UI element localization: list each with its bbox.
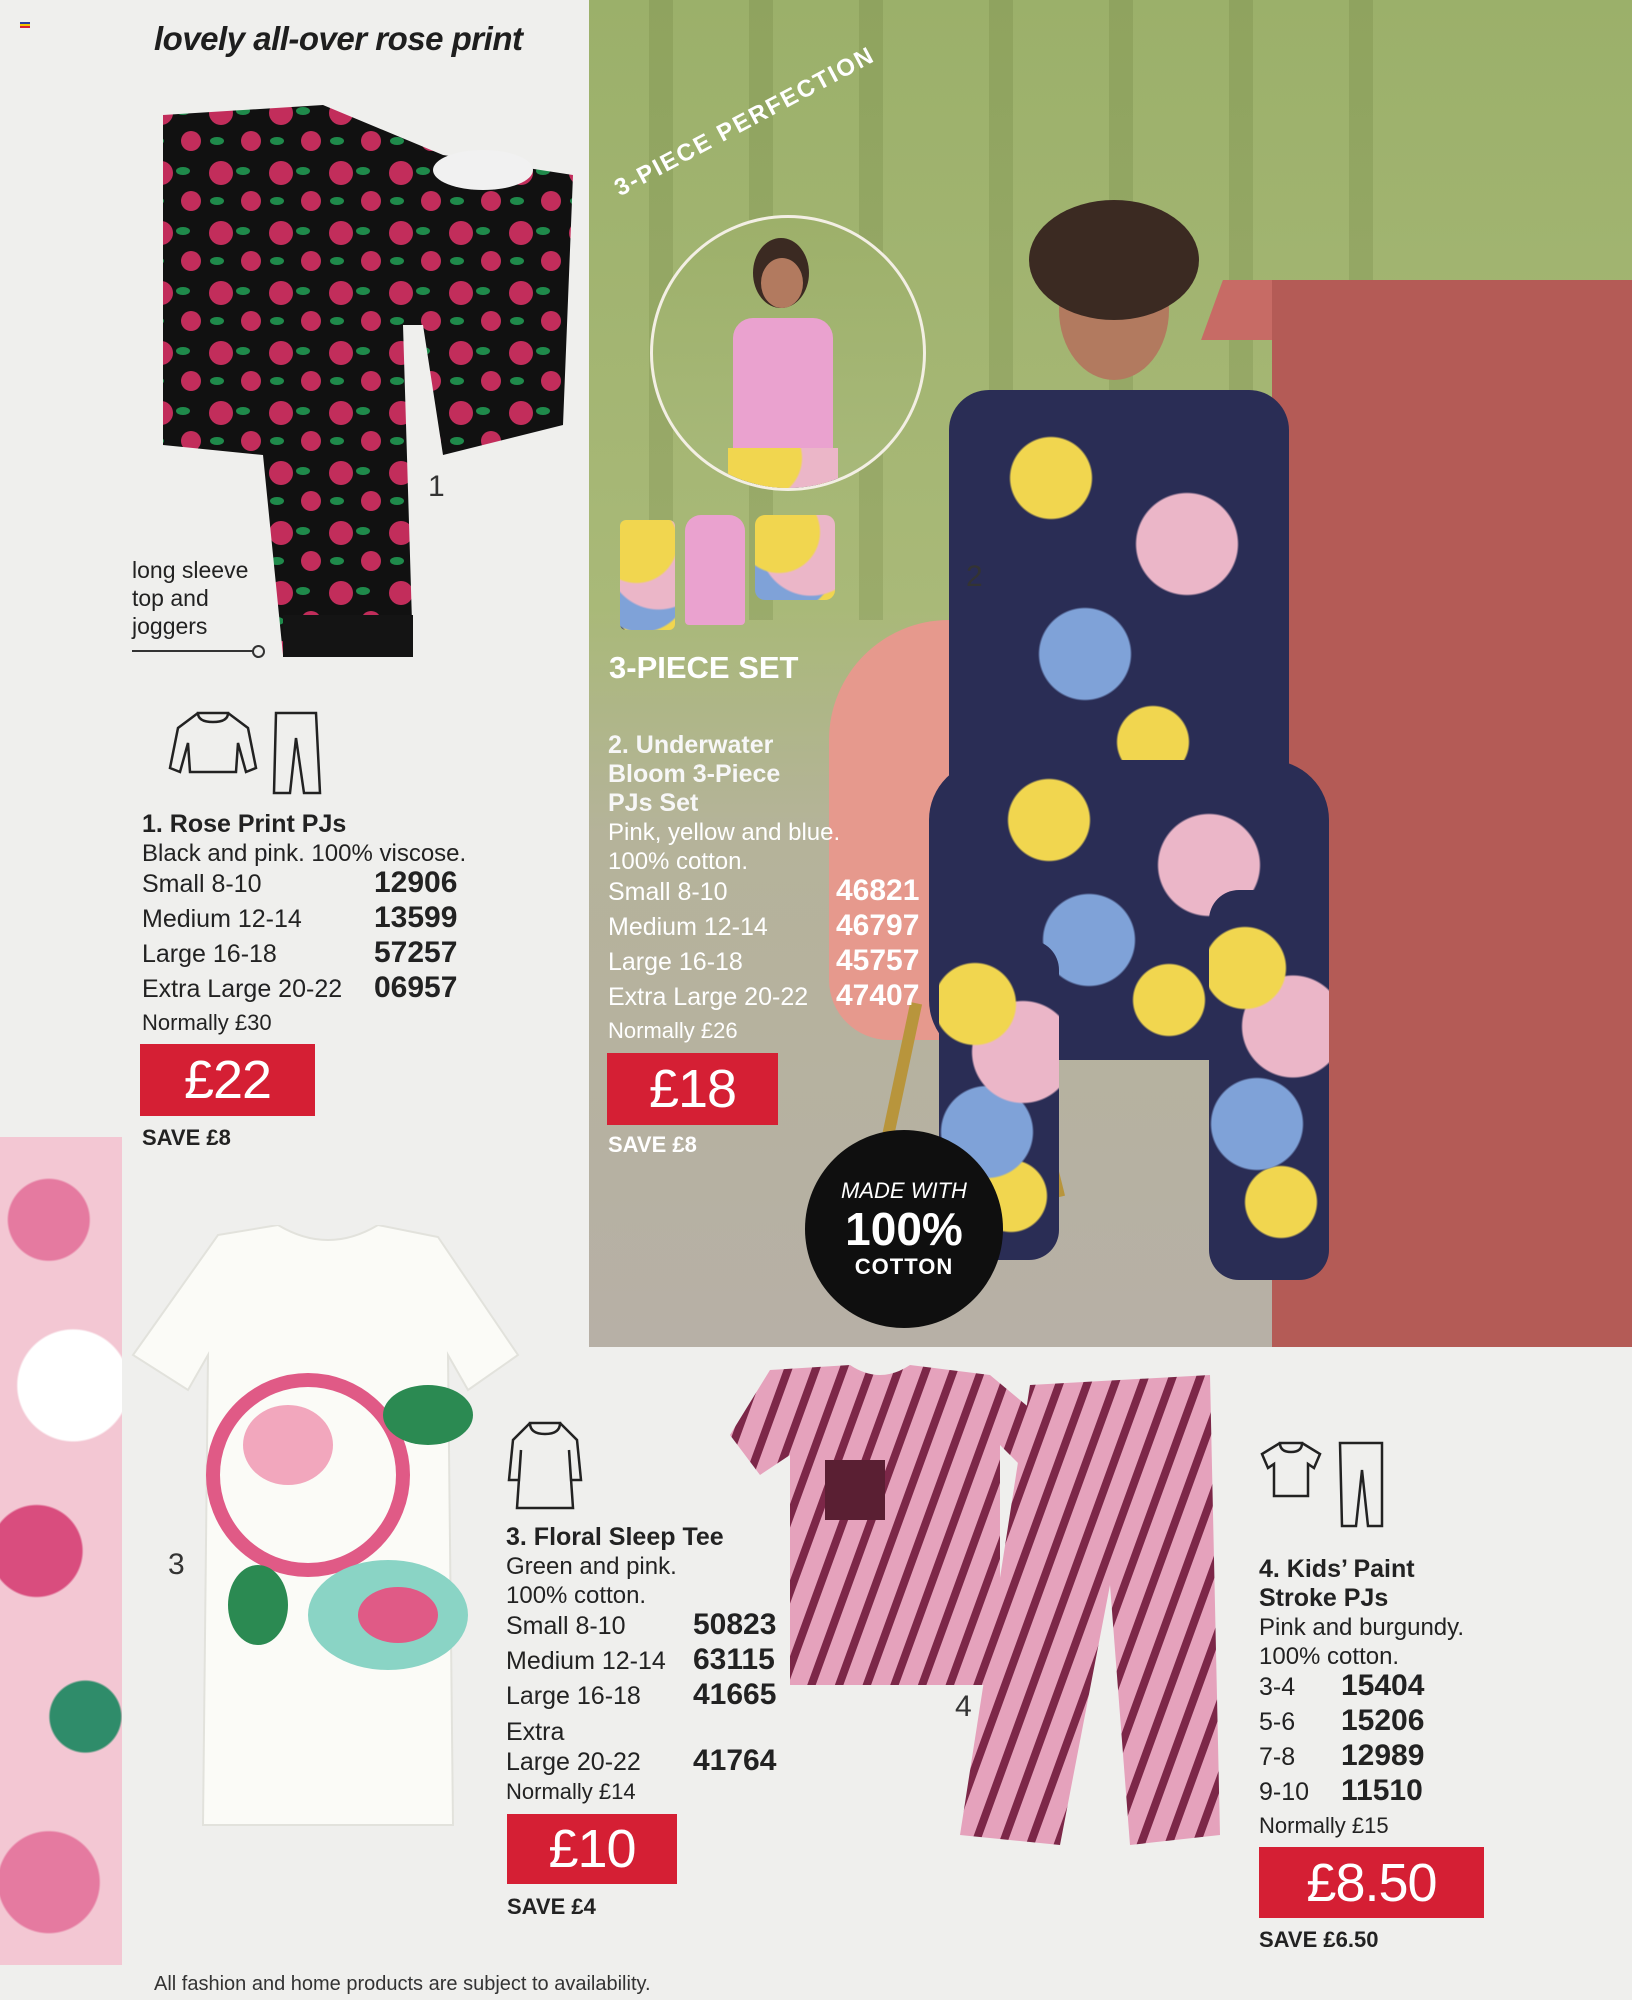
size-label-line-2: Large 20-22 [506,1748,641,1776]
size-row [608,981,928,1016]
three-piece-set-label: 3-PIECE SET [609,650,799,685]
item-number-1: 1 [428,470,445,503]
order-code: 45757 [836,944,920,977]
size-label: Small 8-10 [506,1612,626,1640]
product-1-name: 1. Rose Print PJs [142,810,347,838]
swirl-fabric-closeup [0,1137,122,1965]
normal-price: Normally £14 [506,1779,636,1804]
product-4-name-line-2: Stroke PJs [1259,1584,1389,1612]
product-2-price: £18 [607,1053,778,1125]
product-4-name-line-1: 4. Kids’ Paint [1259,1555,1415,1583]
size-label: Extra Large 20-22 [142,975,343,1003]
size-label: 9-10 [1259,1778,1310,1806]
order-code: 12989 [1341,1739,1425,1772]
product-2-name-line-1: 2. Underwater [608,731,774,759]
normal-price: Normally £15 [1259,1813,1389,1838]
product-1-info [142,810,502,1037]
size-row [1259,1776,1559,1811]
callout-line-2: top and [132,585,209,611]
size-label: Medium 12-14 [608,913,768,941]
size-label: 3-4 [1259,1673,1296,1701]
product-3-desc-2: 100% cotton. [506,1582,647,1609]
product-3-price: £10 [507,1814,677,1884]
badge-line-3: COTTON [854,1254,954,1279]
product-1-desc: Black and pink. 100% viscose. [142,840,467,867]
product-2-name-line-3: PJs Set [608,789,699,817]
product-2-info [608,731,928,1045]
nightdress-icon [505,1420,585,1510]
product-1-save: SAVE £8 [142,1125,231,1150]
size-row [142,868,502,903]
size-row [608,876,928,911]
order-code: 46797 [836,909,920,942]
order-code: 63115 [693,1643,775,1676]
order-code: 13599 [374,901,458,934]
product-4-desc-1: Pink and burgundy. [1259,1614,1465,1641]
callout-line-3: joggers [132,613,208,639]
made-with-cotton-badge [805,1130,1003,1328]
size-label: Medium 12-14 [506,1647,666,1675]
callout-line-1: long sleeve [132,557,249,583]
size-row [1259,1706,1559,1741]
page-headline: lovely all-over rose print [154,20,523,57]
size-label: 5-6 [1259,1708,1296,1736]
size-row [142,903,502,938]
size-label: 7-8 [1259,1743,1296,1771]
inset-title: 3-PIECE PERFECTION [610,41,880,202]
product-1-price: £22 [140,1044,315,1116]
size-row [608,911,928,946]
size-row [1259,1741,1559,1776]
size-label: Large 16-18 [506,1682,641,1710]
order-code: 57257 [374,936,458,969]
order-code: 41764 [693,1744,777,1777]
size-label: Large 16-18 [608,948,743,976]
product-4-desc-2: 100% cotton. [1259,1643,1400,1670]
size-label-line-1: Extra [506,1718,565,1746]
product-2-name-line-2: Bloom 3-Piece [608,760,781,788]
normal-price: Normally £30 [142,1010,272,1035]
order-code: 15206 [1341,1704,1425,1737]
floral-sleep-tee-photo [128,1225,528,1840]
item-number-3: 3 [168,1548,185,1581]
three-piece-thumbnails [620,515,835,630]
product-2-desc-1: Pink, yellow and blue. [608,819,841,846]
order-code: 46821 [836,874,920,907]
item-number-2: 2 [966,560,983,593]
size-label [506,1717,693,1777]
cami-inset-photo [650,215,926,491]
item-number-4: 4 [955,1690,972,1723]
product-4-info [1259,1555,1559,1840]
size-row [142,973,502,1008]
long-sleeve-top-icon [168,708,328,798]
size-row [608,946,928,981]
t-shirt-icon [1258,1440,1388,1530]
order-code: 41665 [693,1678,777,1711]
kids-paint-stroke-pjs-photo [730,1365,1250,1865]
size-row [142,938,502,973]
availability-footer: All fashion and home products are subject to availability. [154,1973,651,1995]
size-label: Small 8-10 [142,870,262,898]
order-code: 06957 [374,971,458,1004]
product-3-desc-1: Green and pink. [506,1553,677,1580]
brand-flag-mark [20,22,30,28]
order-code: 15404 [1341,1669,1425,1702]
product-3-name: 3. Floral Sleep Tee [506,1523,724,1551]
rose-pjs-callout [132,556,248,640]
product-4-save: SAVE £6.50 [1259,1927,1379,1952]
badge-line-1: MADE WITH [841,1178,967,1203]
product-2-desc-2: 100% cotton. [608,848,749,875]
size-label: Extra Large 20-22 [608,983,809,1011]
size-row [1259,1671,1559,1706]
product-3-save: SAVE £4 [507,1894,596,1919]
order-code: 12906 [374,866,458,899]
order-code: 50823 [693,1608,777,1641]
callout-pointer-dot [252,645,265,658]
size-label: Small 8-10 [608,878,728,906]
product-4-price: £8.50 [1259,1847,1484,1918]
product-2-save: SAVE £8 [608,1132,697,1157]
size-label: Large 16-18 [142,940,277,968]
order-code: 47407 [836,979,920,1012]
normal-price: Normally £26 [608,1018,738,1043]
order-code: 11510 [1341,1774,1423,1807]
badge-line-2: 100% [845,1203,963,1255]
size-label: Medium 12-14 [142,905,302,933]
callout-pointer-line [132,650,256,652]
